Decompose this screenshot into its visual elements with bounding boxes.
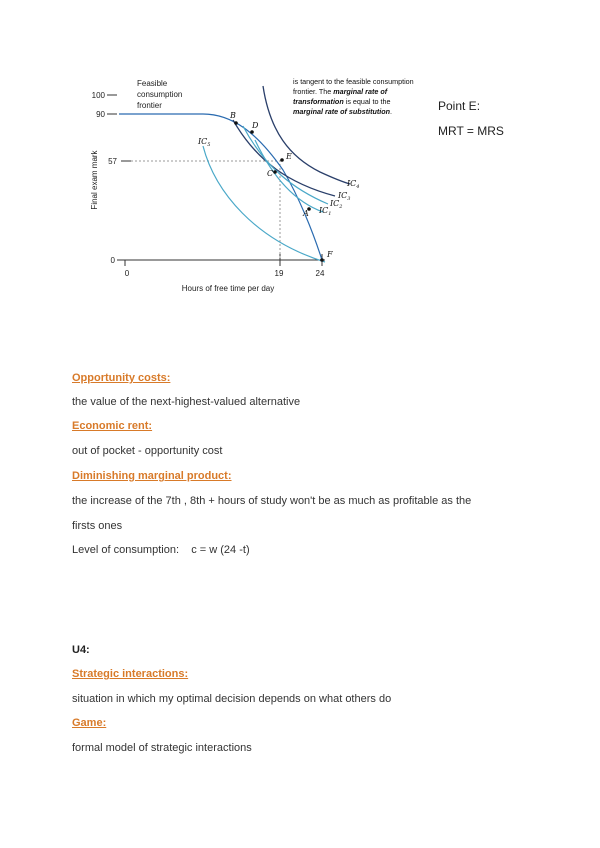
unit-heading: U4: — [72, 644, 90, 656]
point-d-dot — [250, 130, 254, 134]
economic-rent-definition: out of pocket - opportunity cost — [72, 445, 223, 457]
ic2-label: $IC_2$ — [330, 199, 343, 210]
opportunity-costs-term: Opportunity costs: — [72, 372, 171, 384]
x-tick-0: 0 — [124, 269, 130, 278]
x-tick-24: 24 — [315, 269, 325, 278]
economic-rent-term: Economic rent: — [72, 420, 153, 432]
tangent-note — [293, 77, 414, 116]
ic1-curve — [255, 140, 323, 212]
exam-free-time-figure — [85, 72, 435, 300]
diminishing-marginal-product-term: Diminishing marginal product: — [72, 470, 232, 482]
frontier-label-line1: Feasible — [137, 79, 168, 88]
y-axis-label: Final exam mark — [90, 150, 99, 210]
game-definition: formal model of strategic interactions — [72, 742, 252, 754]
x-axis-label: Hours of free time per day — [181, 284, 275, 293]
point-e-annotation: Point E: — [438, 99, 481, 113]
mrt-mrs-equation: MRT = MRS — [438, 124, 504, 138]
svg-text:marginal rate of substitution.: marginal rate of substitution. — [293, 107, 393, 116]
indifference-curve-chart — [85, 72, 435, 300]
point-b-label: B — [230, 111, 236, 120]
ic4-label: $IC_4$ — [347, 179, 360, 190]
consumption-formula: Level of consumption: c = w (24 -t) — [72, 544, 250, 556]
x-tick-19: 19 — [274, 269, 284, 278]
point-c-dot — [273, 170, 277, 174]
strategic-interactions-term: Strategic interactions: — [72, 668, 189, 680]
opportunity-costs-definition: the value of the next-highest-valued alternative — [72, 396, 301, 408]
frontier-label-line3: frontier — [137, 101, 162, 110]
y-tick-0: 0 — [110, 256, 115, 265]
svg-text:transformation is equal to the: transformation is equal to the — [293, 97, 391, 106]
point-f-dot — [320, 258, 324, 262]
game-term: Game: — [72, 717, 107, 729]
diminishing-definition-line1: the increase of the 7th , 8th + hours of study won't be as much as profitable as the — [72, 495, 472, 507]
strategic-interactions-definition: situation in which my optimal decision depends on what others do — [72, 693, 392, 705]
ic3-label: $IC_3$ — [338, 191, 351, 202]
ic5-label: $IC_5$ — [198, 137, 211, 148]
y-tick-90: 90 — [96, 110, 105, 119]
svg-text:frontier. The marginal rate of: frontier. The marginal rate of — [293, 87, 388, 96]
point-a-label: A — [303, 209, 309, 218]
point-b-dot — [234, 121, 238, 125]
y-tick-100: 100 — [91, 91, 105, 100]
y-tick-57: 57 — [108, 157, 117, 166]
point-c-label: C — [267, 169, 274, 178]
point-d-label: D — [252, 121, 259, 130]
point-e-dot — [280, 158, 284, 162]
point-f-label: F — [327, 250, 333, 259]
point-e-label: E — [286, 152, 292, 161]
frontier-label-line2: consumption — [137, 90, 183, 99]
ic1-label: $IC_1$ — [319, 206, 332, 217]
diminishing-definition-line2: firsts ones — [72, 520, 123, 532]
svg-text:is tangent to the feasible con: is tangent to the feasible consumption — [293, 77, 414, 86]
